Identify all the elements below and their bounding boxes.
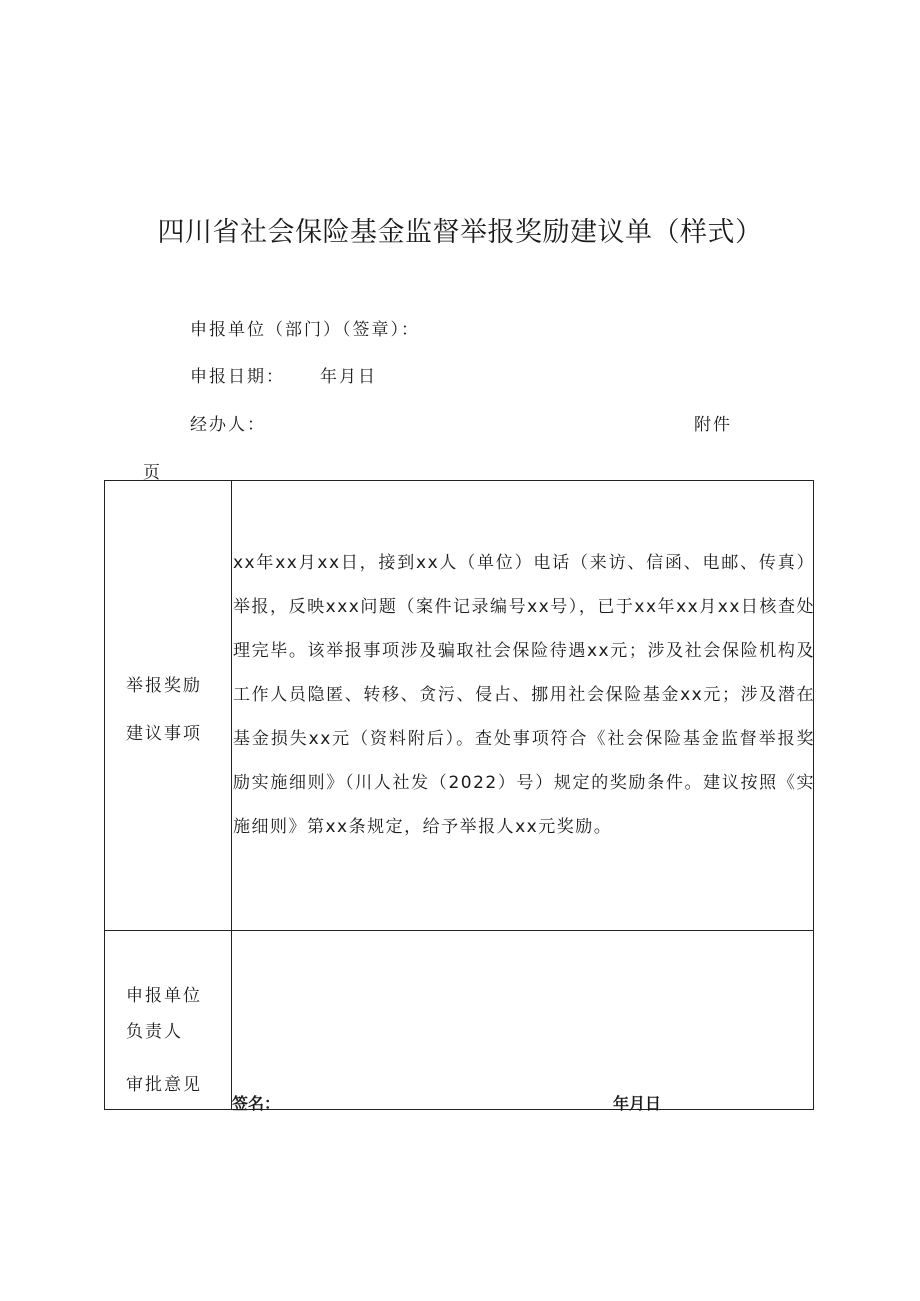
reward-suggestion-label-line1: 举报奖励 bbox=[126, 676, 202, 696]
application-date-label: 申报日期： bbox=[190, 367, 285, 387]
applicant-unit-label: 申报单位（部门）（签章）： bbox=[190, 320, 420, 340]
reward-suggestion-content: xx年xx月xx日，接到xx人（单位）电话（来访、信函、电邮、传真）举报，反映xxx问题（案件记录编号xx号），已于xx年xx月xx日核查处理完毕。该举报事项涉及骗取社会保险待遇xx元；涉及社会保险机构及工作人员隐匿、转移、贪污、侵占、挪用社会保险基金xx元；涉及潜在基金损失xx元（资料附后）。查处事项符合《社会保险基金监督举报奖励实施细则》（川人社发（2022）号）规定的奖励条件。建议按照《实施细则》第xx条规定，给予举报人xx元奖励。 bbox=[233, 553, 815, 837]
approval-label-line2: 负责人 bbox=[126, 1022, 183, 1042]
approval-label-line3: 审批意见 bbox=[126, 1075, 202, 1095]
recommendation-table bbox=[104, 480, 815, 1113]
application-date-value: 年月日 bbox=[320, 367, 377, 387]
handler-label: 经办人： bbox=[190, 415, 266, 435]
pages-label: 页 bbox=[143, 463, 162, 483]
table-row-divider bbox=[105, 930, 813, 931]
attachment-label: 附件 bbox=[694, 415, 732, 435]
approval-date-label: 年月日 bbox=[613, 1094, 662, 1113]
approval-label-line1: 申报单位 bbox=[126, 986, 202, 1006]
signature-label: 签名： bbox=[232, 1094, 281, 1113]
reward-suggestion-label-line2: 建议事项 bbox=[126, 724, 202, 744]
document-title: 四川省社会保险基金监督举报奖励建议单（样式） bbox=[157, 217, 763, 248]
table-column-divider bbox=[231, 481, 232, 1109]
